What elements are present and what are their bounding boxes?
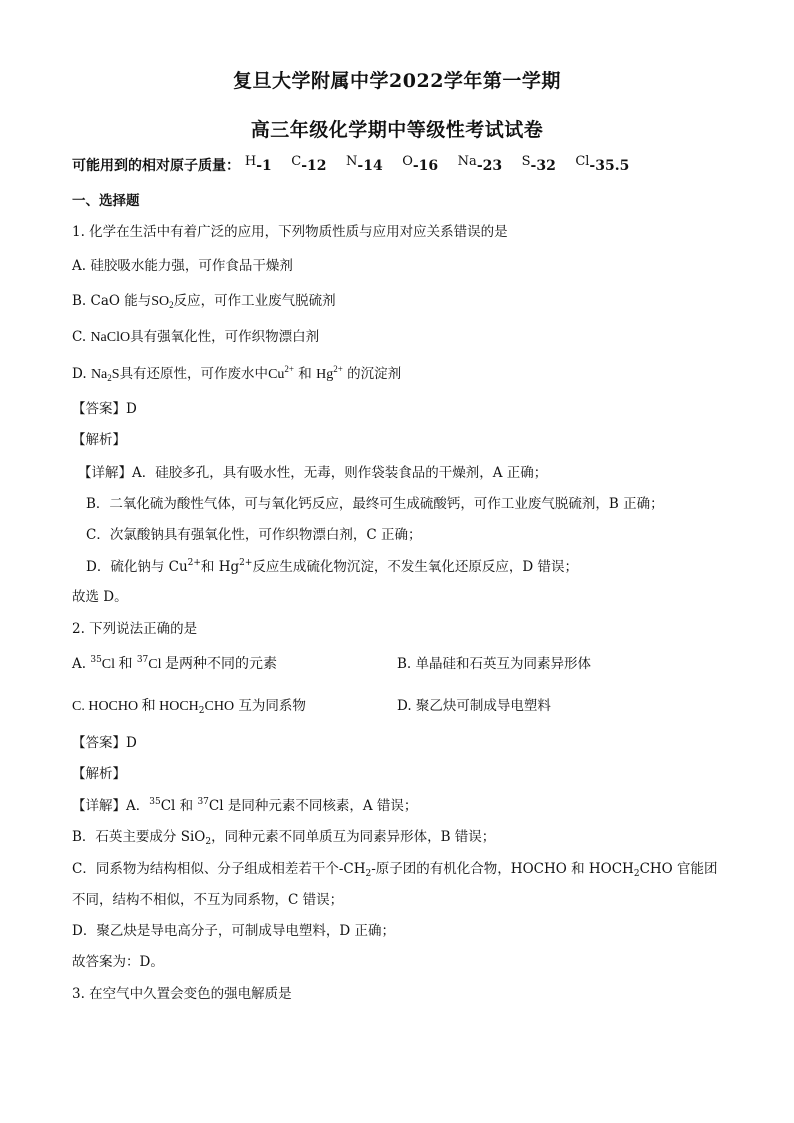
q2-option-c-text: CHO [204,699,235,714]
q2-option-b: B. 单晶硅和石英互为同素异形体 [397,656,592,672]
subscript: 2 [365,869,372,879]
chem-so2 [151,294,173,309]
element-mass: -35.5 [589,158,630,174]
q1-detail-d-text: 和 Hg [200,559,240,575]
q2-option-a [72,654,277,675]
q2-conclusion: 故答案为：D。 [72,954,164,970]
chem-naclo: NaClO [90,330,131,345]
q2-detail-a [72,796,417,816]
q2-detail-b [72,827,495,847]
q2-option-c [72,696,306,717]
isotope-mass-number: 37 [136,655,149,665]
q2-option-a-text: Cl 是两种不同的元素 [148,657,278,672]
q2-detail-a-text: 【详解】A． [72,798,150,814]
q2-option-c-text: C. HOCHO 和 HOCH [72,699,199,714]
q2-detail-b-text: ，同种元素不同单质互为同素异形体，B 错误； [211,829,496,845]
subscript: 2 [169,300,174,310]
subscript: 2 [107,373,112,383]
q3-stem: 3. 在空气中久置会变色的强电解质是 [72,986,292,1002]
q2-detail-c-text: C．同系物为结构相似、分子组成相差若干个-CH [72,861,366,877]
chem-na2s [91,367,120,382]
q1-detail-d-text: 反应生成硫化物沉淀，不发生氧化还原反应，D 错误； [252,559,579,575]
element-mass: -12 [301,158,327,174]
q2-detail-a-text: Cl 和 [160,798,198,814]
chem-na: Na [90,367,108,382]
chem-cu [268,364,294,382]
q1-detail-b: B．二氧化硫为酸性气体，可与氧化钙反应，最终可生成硫酸钙，可作工业废气脱硫剂，B 正确； [86,496,664,512]
chem-hg-symbol: Hg [316,367,334,382]
chem-cu-symbol: Cu [268,367,285,382]
element-symbol: C [291,154,302,169]
document-subtitle: 高三年级化学期中等级性考试试卷 [250,119,544,141]
q2-detail-b-text: B．石英主要成分 SiO [72,829,206,845]
q1-option-b-text: B. CaO 能与 [72,293,152,309]
q2-detail-d: D．聚乙炔是导电高分子，可制成导电塑料，D 正确； [72,923,395,939]
section-heading: 一、选择题 [72,193,140,209]
q1-option-d-text: 具有还原性，可作废水中 [119,366,269,382]
q2-option-d: D. 聚乙炔可制成导电塑料 [397,698,551,714]
document-title: 复旦大学附属中学2022学年第一学期 [233,70,561,92]
atomic-masses-label: 可能用到的相对原子质量： [72,158,240,174]
q1-detail-d-text: D．硫化钠与 Cu [86,559,188,575]
chem-hg [316,364,343,382]
q2-option-c-text: 互为同系物 [234,698,306,714]
q2-detail-c-text: -原子团的有机化合物，HOCHO 和 HOCH [371,861,634,877]
element-mass: -1 [256,158,272,174]
superscript: 2+ [239,558,253,568]
q2-detail-c-text: CHO 官能团 [639,861,718,877]
q2-analysis-label: 【解析】 [72,766,126,782]
superscript: 2+ [284,364,294,374]
q1-option-d [72,364,401,385]
element-symbol: Cl [575,154,590,169]
q1-option-c-text: 具有强氧化性，可作织物漂白剂 [130,329,320,345]
q1-conclusion: 故选 D。 [72,589,128,605]
element-symbol: Na [457,154,477,169]
element-mass: -16 [412,158,439,174]
element-mass: -32 [530,158,556,174]
q2-option-a-text: Cl 和 [101,657,133,672]
q1-option-c [72,327,319,348]
element-symbol: H [244,154,257,169]
element-mass: -23 [476,158,503,174]
q1-option-d-label: D. [72,366,91,382]
chem-so: SO [151,294,170,309]
superscript: 2+ [187,558,201,568]
q1-option-a: A. 硅胶吸水能力强，可作食品干燥剂 [72,258,293,274]
subscript: 2 [198,706,205,716]
element-symbol: S [521,154,531,169]
q1-option-b-text: 反应，可作工业废气脱硫剂 [173,293,336,309]
q2-option-a-label: A. [72,656,91,672]
chem-s: S [111,367,120,382]
isotope-mass-number: 35 [149,797,161,807]
q1-detail-a: 【详解】A．硅胶多孔，具有吸水性，无毒，则作袋装食品的干燥剂，A 正确； [78,465,548,481]
isotope-mass-number: 35 [90,655,102,665]
q1-option-d-and: 和 [298,366,312,382]
superscript: 2+ [333,364,343,374]
q1-option-d-text: 的沉淀剂 [347,366,402,382]
q2-stem: 2. 下列说法正确的是 [72,621,198,637]
subscript: 2 [205,837,212,847]
element-symbol: O [402,154,413,169]
atomic-masses-line [72,156,629,177]
q2-answer: 【答案】D [72,735,137,751]
q2-detail-c-line1 [72,859,718,879]
q1-detail-d [86,557,578,577]
isotope-mass-number: 37 [197,797,209,807]
q1-stem: 1. 化学在生活中有着广泛的应用，下列物质性质与应用对应关系错误的是 [72,224,508,240]
element-mass: -14 [357,158,383,174]
q1-detail-c: C．次氯酸钠具有强氧化性，可作织物漂白剂，C 正确； [86,527,422,543]
q1-analysis-label: 【解析】 [72,432,126,448]
q1-option-c-label: C. [72,329,91,345]
q2-detail-c-line2: 不同，结构不相似，不互为同系物，C 错误； [72,892,344,908]
subscript: 2 [633,869,640,879]
element-symbol: N [346,154,358,169]
q1-answer: 【答案】D [72,401,137,417]
q2-detail-a-text: Cl 是同种元素不同核素，A 错误； [208,798,418,814]
q1-option-b [72,291,336,312]
